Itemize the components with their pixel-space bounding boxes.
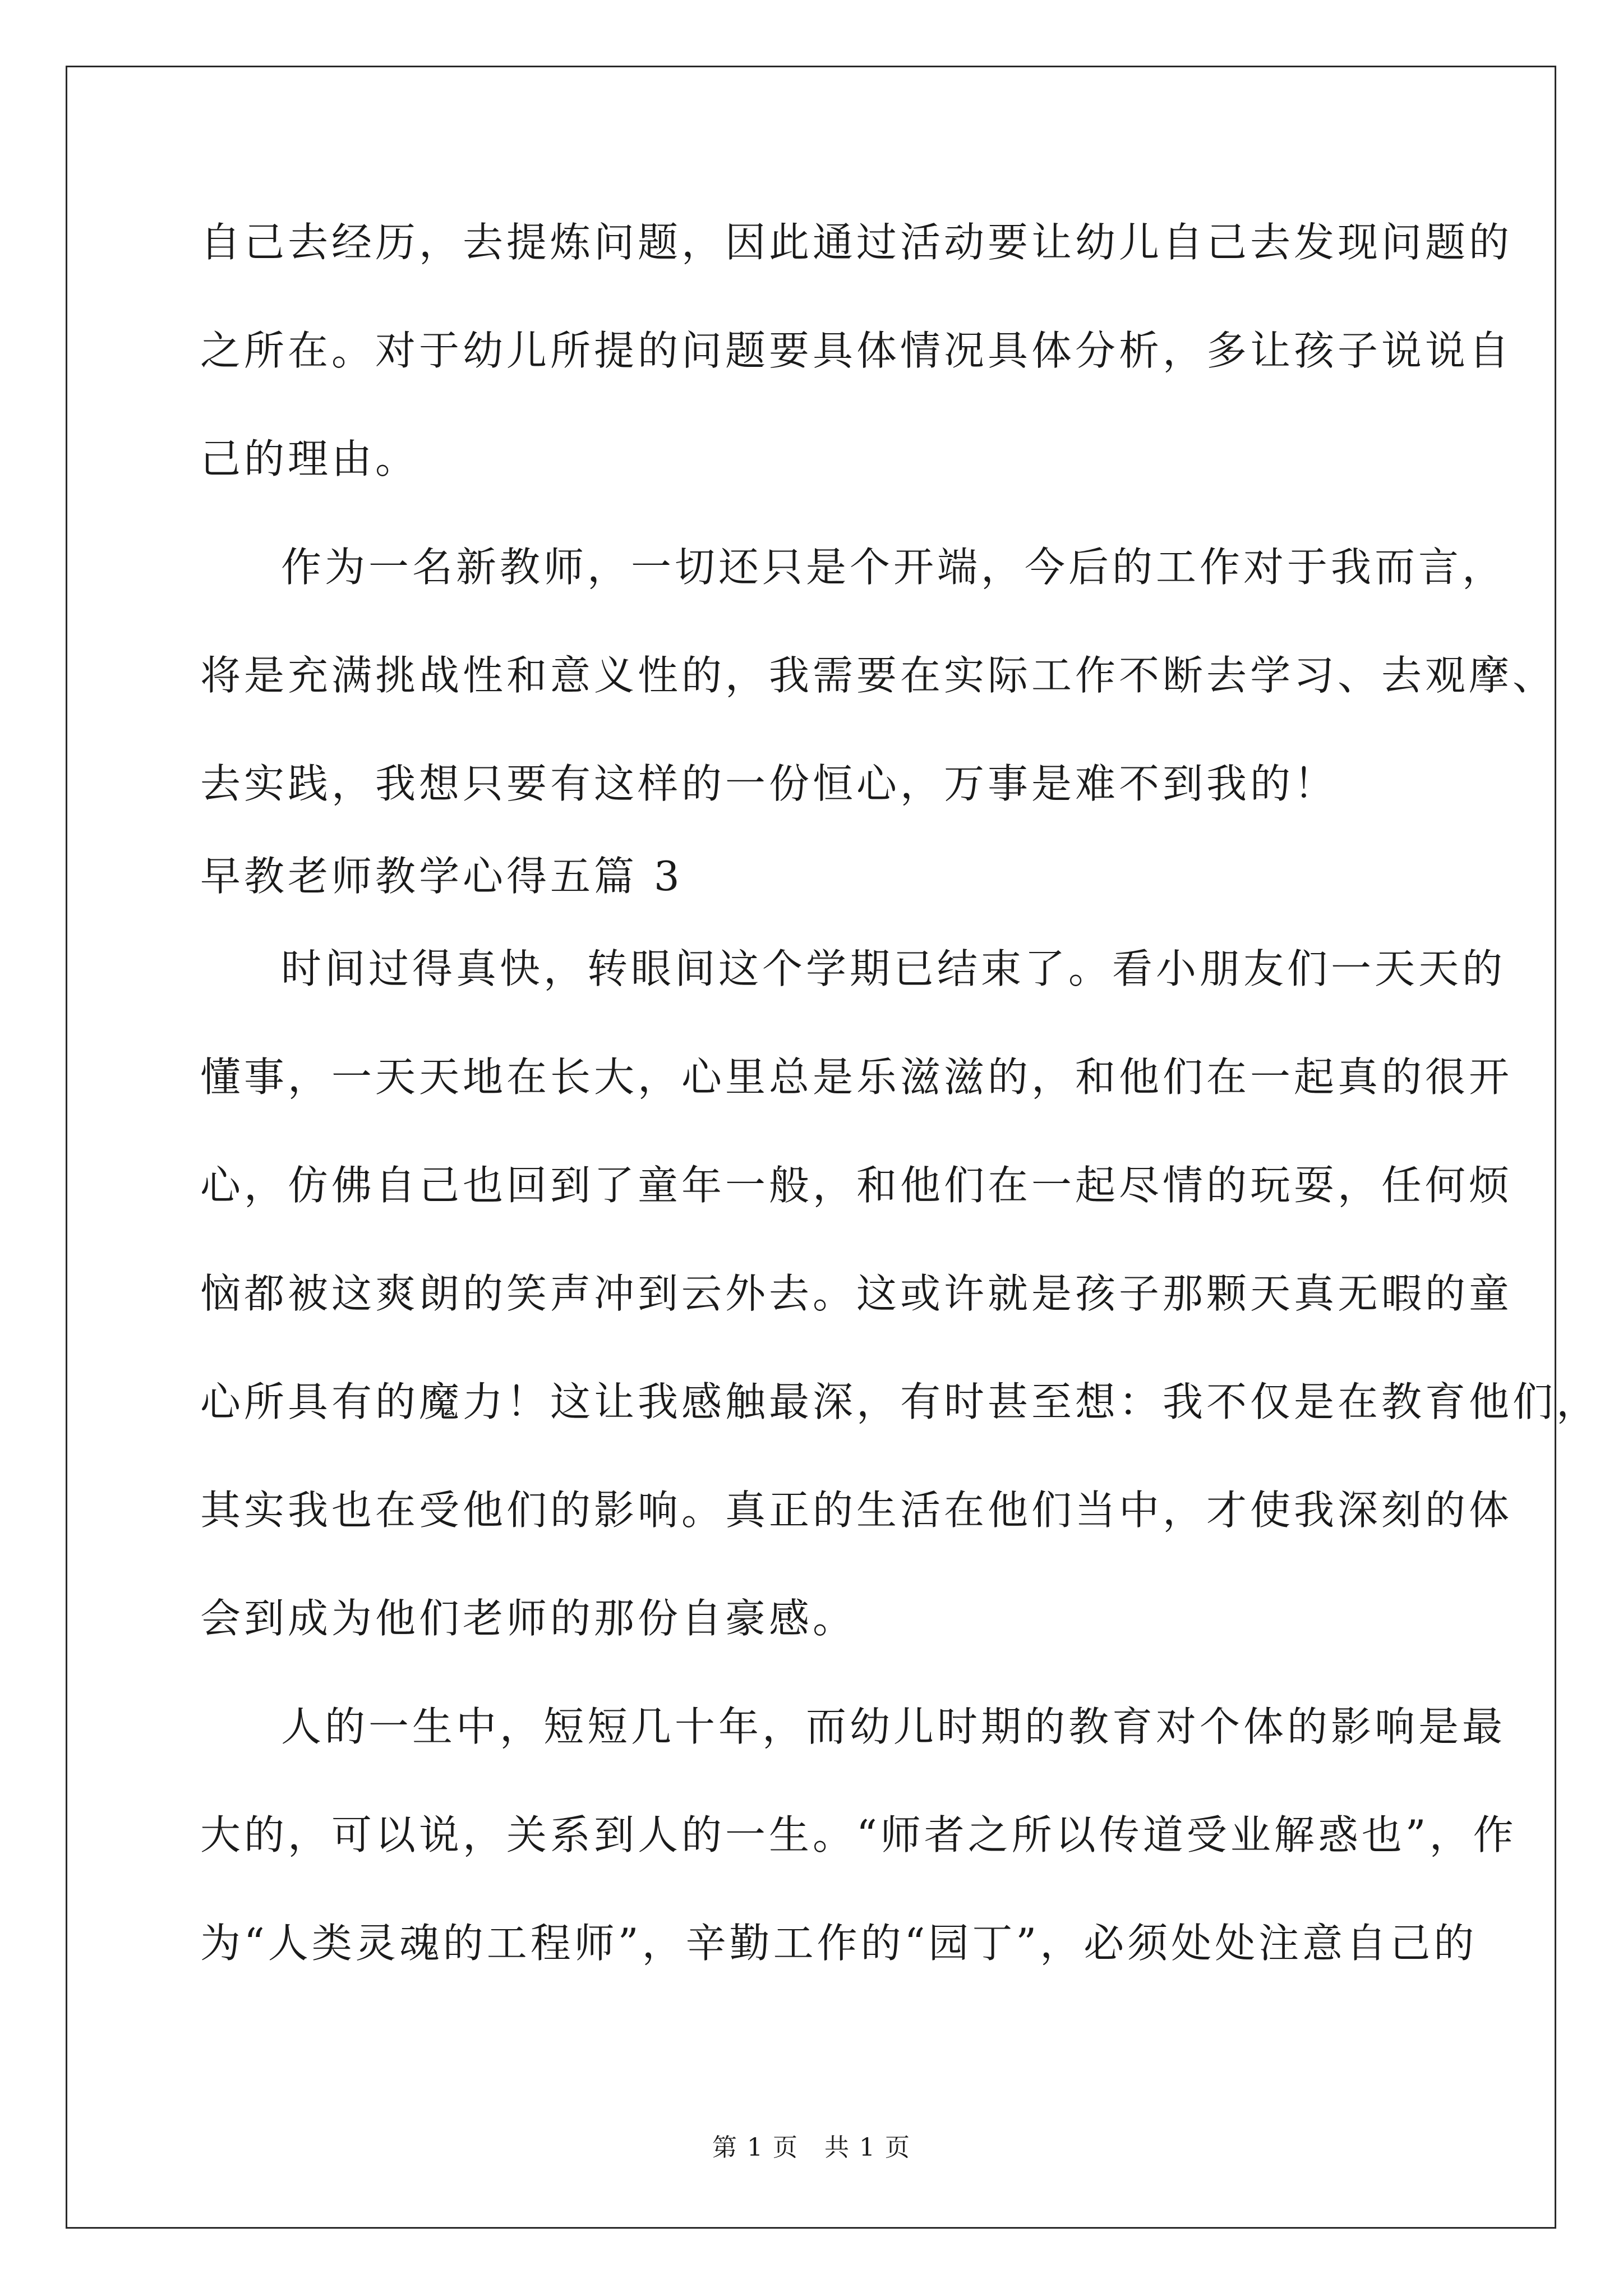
paragraph-line: 心所具有的魔力！这让我感触最深，有时甚至想：我不仅是在教育他们，	[200, 1378, 1601, 1425]
paragraph-line: 恼都被这爽朗的笑声冲到云外去。这或许就是孩子那颗天真无暇的童	[200, 1270, 1513, 1317]
paragraph-line: 大的，可以说，关系到人的一生。“师者之所以传道受业解惑也”，作	[200, 1811, 1517, 1858]
section-heading: 早教老师教学心得五篇 3	[200, 853, 683, 900]
paragraph-line: 心，仿佛自己也回到了童年一般，和他们在一起尽情的玩耍，任何烦	[200, 1162, 1513, 1209]
paragraph-line: 将是充满挑战性和意义性的，我需要在实际工作不断去学习、去观摩、	[200, 652, 1557, 699]
paragraph-line: 为“人类灵魂的工程师”，辛勤工作的“园丁”，必须处处注意自己的	[200, 1920, 1478, 1967]
paragraph-line: 会到成为他们老师的那份自豪感。	[200, 1595, 857, 1642]
page-number-footer: 第 1 页 共 1 页	[712, 2133, 911, 2162]
paragraph-line: 己的理由。	[200, 435, 419, 482]
paragraph-line: 之所在。对于幼儿所提的问题要具体情况具体分析，多让孩子说说自	[200, 327, 1513, 374]
paragraph-line: 时间过得真快，转眼间这个学期已结束了。看小朋友们一天天的	[281, 945, 1506, 992]
paragraph-line: 自己去经历，去提炼问题，因此通过活动要让幼儿自己去发现问题的	[200, 219, 1513, 266]
paragraph-line: 其实我也在受他们的影响。真正的生活在他们当中，才使我深刻的体	[200, 1487, 1513, 1534]
paragraph-line: 作为一名新教师，一切还只是个开端，今后的工作对于我而言，	[281, 544, 1506, 591]
paragraph-line: 去实践，我想只要有这样的一份恒心，万事是难不到我的！	[200, 760, 1338, 807]
paragraph-line: 人的一生中，短短几十年，而幼儿时期的教育对个体的影响是最	[281, 1703, 1506, 1750]
page-border	[66, 66, 1556, 2229]
paragraph-line: 懂事，一天天地在长大，心里总是乐滋滋的，和他们在一起真的很开	[200, 1053, 1513, 1101]
